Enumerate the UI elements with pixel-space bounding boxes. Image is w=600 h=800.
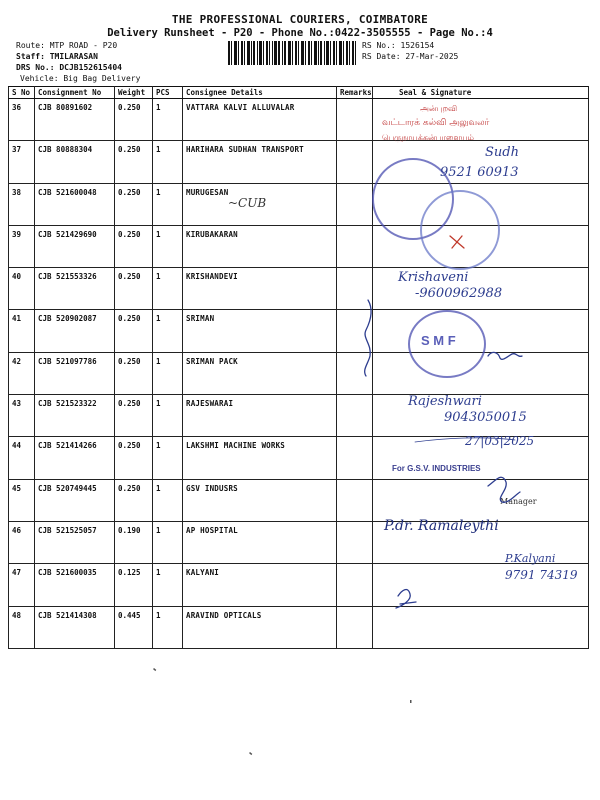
cell-pcs: 1 [153, 395, 183, 437]
cell-consignee: VATTARA KALVI ALLUVALAR [183, 99, 337, 141]
cell-pcs: 1 [153, 99, 183, 141]
phone-row-40: -9600962988 [415, 286, 503, 301]
cell-pcs: 1 [153, 564, 183, 606]
vehicle-label: Vehicle: Big Bag Delivery [20, 74, 141, 83]
phone-row-43: 9043050015 [444, 410, 527, 425]
cell-weight: 0.250 [115, 310, 153, 352]
cell-consignment: CJB 80891602 [35, 99, 115, 141]
cell-weight: 0.250 [115, 479, 153, 521]
cell-weight: 0.445 [115, 606, 153, 648]
signature-kalyani: P.Kalyani [505, 552, 556, 565]
drs-value: DCJB152615404 [59, 63, 122, 72]
cell-consignee: MURUGESAN [183, 183, 337, 225]
rs-number: RS No.: 1526154 [362, 41, 435, 50]
cell-weight: 0.250 [115, 437, 153, 479]
remark-cub: ~CUB [228, 196, 267, 210]
phone-row-37: 9521 60913 [440, 165, 519, 180]
cell-sno: 45 [9, 479, 35, 521]
cell-consignee: KRISHANDEVI [183, 268, 337, 310]
cell-sno: 39 [9, 225, 35, 267]
signature-ap-hospital: P.dr. Ramaleythi [384, 518, 499, 534]
cell-sno: 47 [9, 564, 35, 606]
cell-consignment: CJB 80888304 [35, 141, 115, 183]
cell-consignment: CJB 521600035 [35, 564, 115, 606]
cell-weight: 0.250 [115, 99, 153, 141]
cell-consignment: CJB 520749445 [35, 479, 115, 521]
rs-date: RS Date: 27-Mar-2025 [362, 52, 459, 61]
runsheet-subtitle: Delivery Runsheet - P20 - Phone No.:0422-3505555 - Page No.:4 [107, 27, 493, 39]
cell-pcs: 1 [153, 437, 183, 479]
tamil-seal-line-1: அன்புறவி [420, 104, 458, 113]
cell-consignee: SRIMAN PACK [183, 352, 337, 394]
cell-consignment: CJB 521414266 [35, 437, 115, 479]
col-header-sno: S No [9, 87, 35, 99]
cell-sno: 41 [9, 310, 35, 352]
cell-consignment: CJB 521600048 [35, 183, 115, 225]
date-row-44: 27|03|2025 [465, 434, 535, 448]
signature-krishaveni: Krishaveni [398, 270, 469, 285]
cell-consignee: LAKSHMI MACHINE WORKS [183, 437, 337, 479]
cell-sno: 48 [9, 606, 35, 648]
route-label: Route: MTP ROAD - P20 [16, 41, 118, 50]
col-header-pcs: PCS [153, 87, 183, 99]
phone-row-47: 9791 74319 [505, 568, 578, 582]
staff-label: Staff: [16, 52, 45, 61]
cell-pcs: 1 [153, 141, 183, 183]
cell-sno: 43 [9, 395, 35, 437]
cell-sno: 36 [9, 99, 35, 141]
signature-row-37: Sudh [485, 145, 519, 160]
cell-sno: 38 [9, 183, 35, 225]
cell-pcs: 1 [153, 225, 183, 267]
smf-stamp-text: S M F [421, 333, 456, 348]
cell-consignee: HARIHARA SUDHAN TRANSPORT [183, 141, 337, 183]
cell-weight: 0.250 [115, 183, 153, 225]
cell-pcs: 1 [153, 310, 183, 352]
cell-sno: 44 [9, 437, 35, 479]
cell-weight: 0.250 [115, 268, 153, 310]
cell-consignee: AP HOSPITAL [183, 521, 337, 563]
col-header-weight: Weight [115, 87, 153, 99]
cell-consignment: CJB 521414308 [35, 606, 115, 648]
cell-weight: 0.250 [115, 225, 153, 267]
cell-weight: 0.125 [115, 564, 153, 606]
cell-pcs: 1 [153, 352, 183, 394]
cell-pcs: 1 [153, 183, 183, 225]
cell-pcs: 1 [153, 479, 183, 521]
cell-consignee: GSV INDUSRS [183, 479, 337, 521]
staff-value: TMILARASAN [49, 52, 98, 61]
cell-consignee: RAJESWARAI [183, 395, 337, 437]
cell-consignee: SRIMAN [183, 310, 337, 352]
cell-pcs: 1 [153, 606, 183, 648]
drs-label: DRS No.: [16, 63, 55, 72]
cell-sno: 40 [9, 268, 35, 310]
col-header-seal: Seal & Signature [373, 87, 589, 99]
cell-pcs: 1 [153, 521, 183, 563]
cell-weight: 0.250 [115, 395, 153, 437]
cell-consignment: CJB 521097786 [35, 352, 115, 394]
manager-label: Manager [500, 497, 537, 506]
cell-consignee: ARAVIND OPTICALS [183, 606, 337, 648]
cell-sno: 42 [9, 352, 35, 394]
gsv-stamp-text: For G.S.V. INDUSTRIES [392, 464, 481, 473]
cell-weight: 0.190 [115, 521, 153, 563]
signature-rajeshwari: Rajeshwari [408, 394, 482, 409]
cell-consignment: CJB 521429690 [35, 225, 115, 267]
tamil-seal-line-2: வட்டாரக் கல்வி அலுவலர் [382, 118, 490, 128]
cell-sno: 46 [9, 521, 35, 563]
col-header-remarks: Remarks [337, 87, 373, 99]
cell-consignment: CJB 521525057 [35, 521, 115, 563]
cell-weight: 0.250 [115, 352, 153, 394]
cell-consignment: CJB 521523322 [35, 395, 115, 437]
cell-consignee: KALYANI [183, 564, 337, 606]
cell-pcs: 1 [153, 268, 183, 310]
col-header-consignee: Consignee Details [183, 87, 337, 99]
cell-sno: 37 [9, 141, 35, 183]
tamil-seal-line-3: பெருநாயக்கன்பாளையம் [382, 133, 474, 142]
col-header-consignment: Consignment No [35, 87, 115, 99]
cell-consignment: CJB 520902087 [35, 310, 115, 352]
runsheet-title: THE PROFESSIONAL COURIERS, COIMBATORE [171, 13, 429, 26]
cell-consignment: CJB 521553326 [35, 268, 115, 310]
cell-weight: 0.250 [115, 141, 153, 183]
cell-consignee: KIRUBAKARAN [183, 225, 337, 267]
